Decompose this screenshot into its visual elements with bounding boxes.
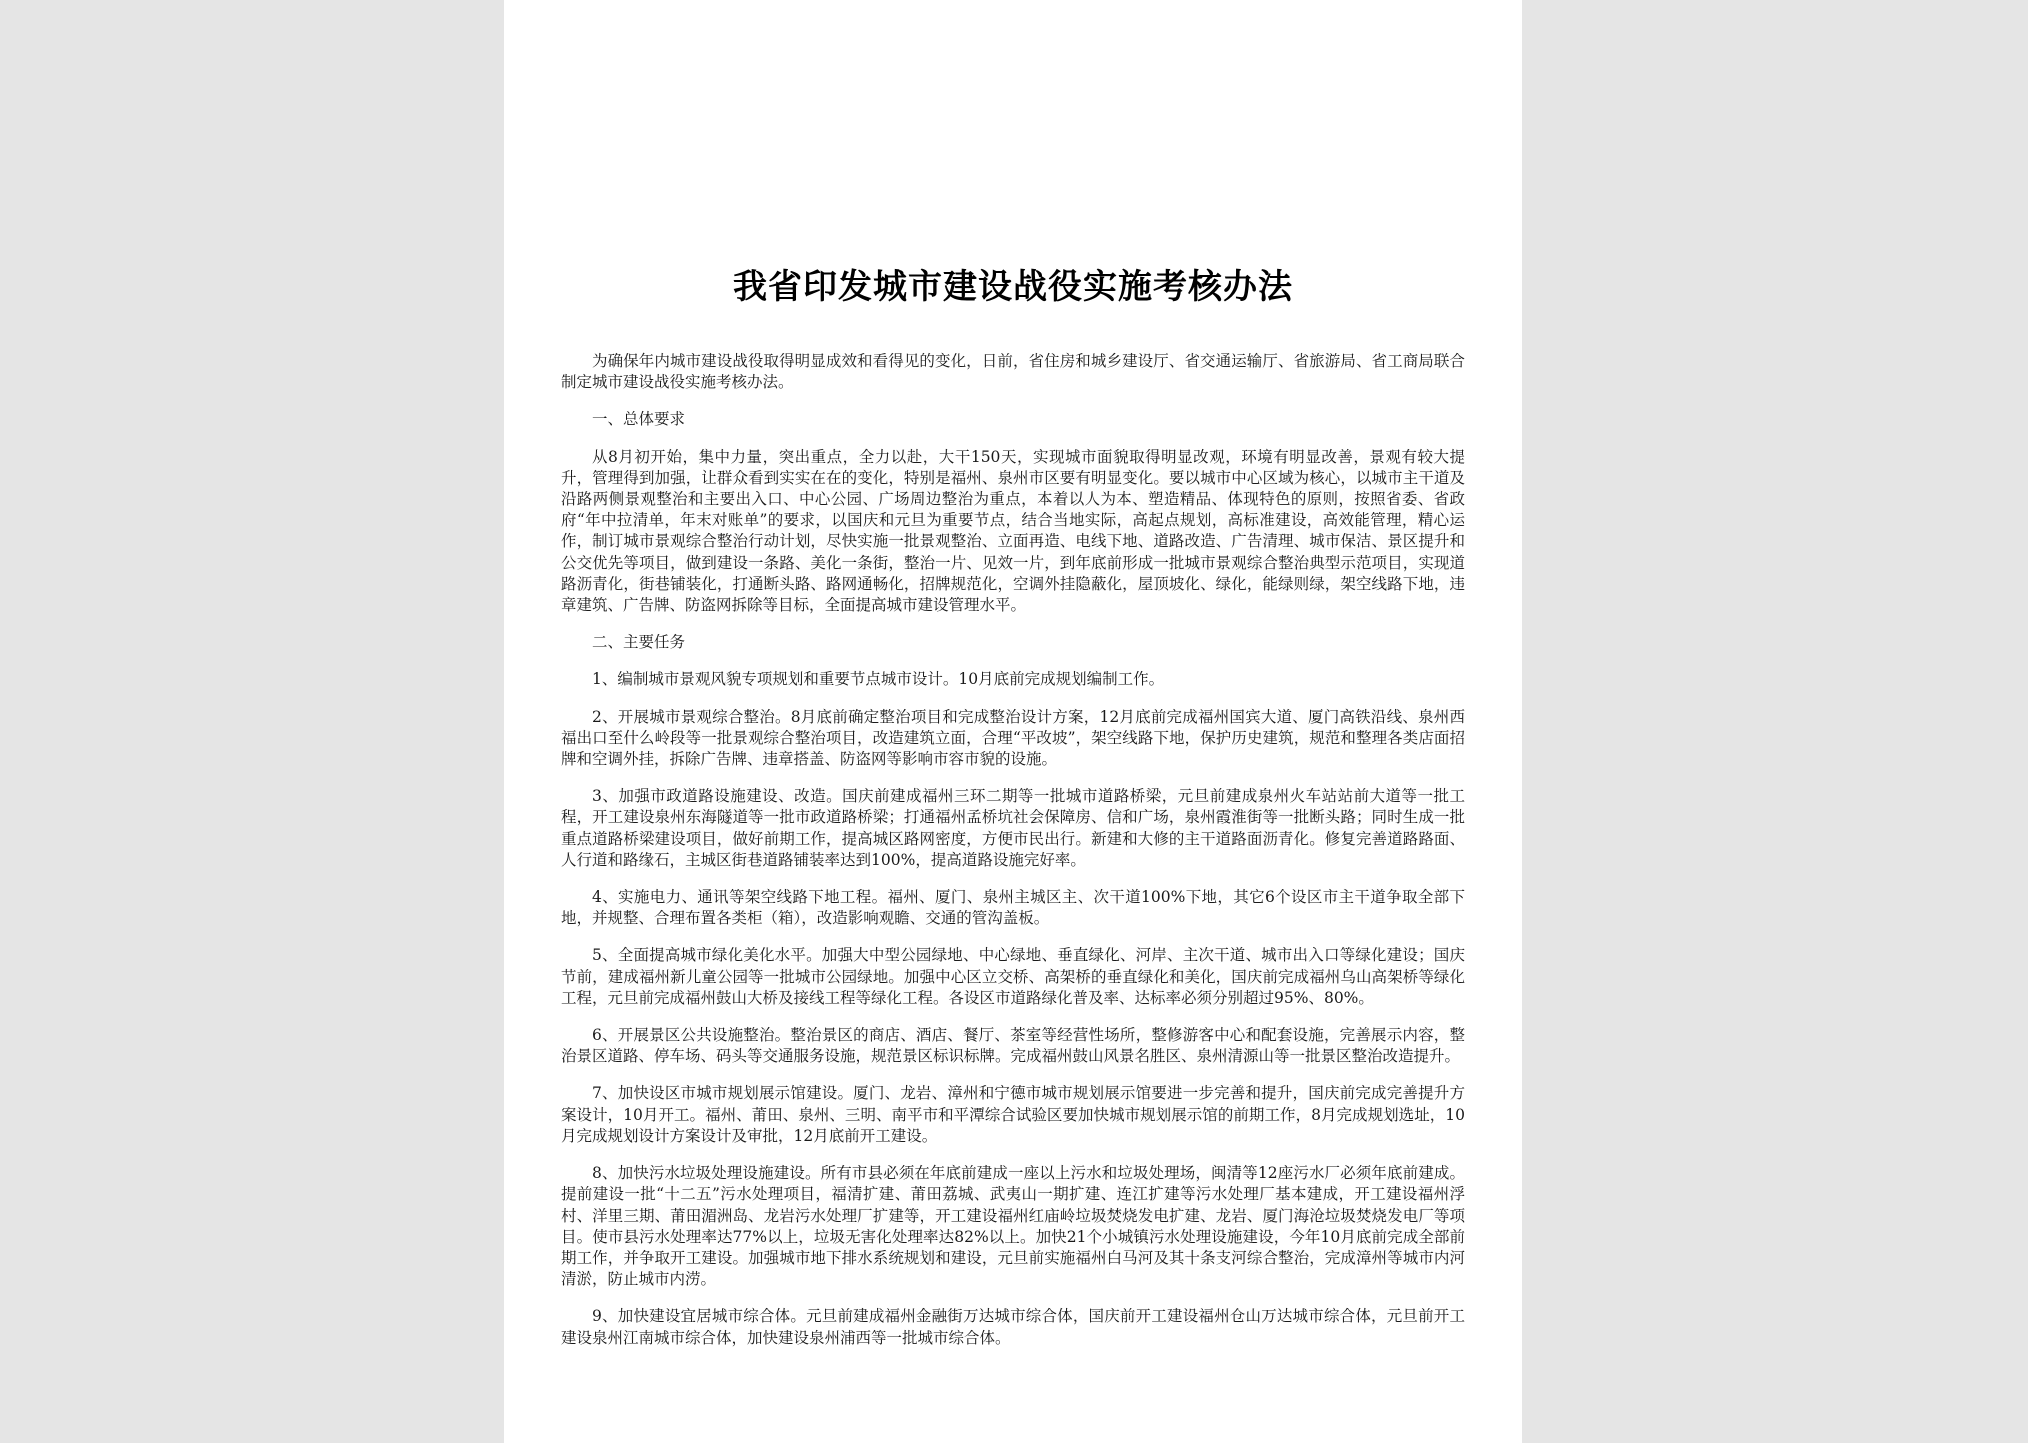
task-item-8: 8、加快污水垃圾处理设施建设。所有市县必须在年底前建成一座以上污水和垃圾处理场，闽清等12座污水厂必须年底前建成。提前建设一批“十二五”污水处理项目，福清扩建、莆田荔城、武夷山一期扩建、连江扩建等污水处理厂基本建成，开工建设福州浮村、洋里三期、莆田湄洲岛、龙岩污水处理厂扩建等，开工建设福州红庙岭垃圾焚烧发电扩建、龙岩、厦门海沧垃圾焚烧发电厂等项目。使市县污水处理率达77%以上，垃圾无害化处理率达82%以上。加快21个小城镇污水处理设施建设，今年10月底前完成全部前期工作，并争取开工建设。加强城市地下排水系统规划和建设，元旦前实施福州白马河及其十条支河综合整治，完成漳州等城市内河清淤，防止城市内涝。 bbox=[561, 1164, 1465, 1289]
intro-paragraph: 为确保年内城市建设战役取得明显成效和看得见的变化，日前，省住房和城乡建设厅、省交通运输厅、省旅游局、省工商局联合制定城市建设战役实施考核办法。 bbox=[561, 352, 1465, 392]
section-heading-main-tasks: 二、主要任务 bbox=[592, 633, 686, 652]
task-item-9: 9、加快建设宜居城市综合体。元旦前建成福州金融街万达城市综合体，国庆前开工建设福州仓山万达城市综合体，元旦前开工建设泉州江南城市综合体，加快建设泉州浦西等一批城市综合体。 bbox=[561, 1307, 1465, 1347]
task-item-4: 4、实施电力、通讯等架空线路下地工程。福州、厦门、泉州主城区主、次干道100%下地，其它6个设区市主干道争取全部下地，并规整、合理布置各类柜（箱），改造影响观瞻、交通的管沟盖板。 bbox=[561, 888, 1465, 928]
task-item-6: 6、开展景区公共设施整治。整治景区的商店、酒店、餐厅、茶室等经营性场所，整修游客中心和配套设施，完善展示内容，整治景区道路、停车场、码头等交通服务设施，规范景区标识标牌。完成福州鼓山风景名胜区、泉州清源山等一批景区整治改造提升。 bbox=[561, 1026, 1465, 1066]
document-page bbox=[504, 0, 1522, 1443]
task-item-7: 7、加快设区市城市规划展示馆建设。厦门、龙岩、漳州和宁德市城市规划展示馆要进一步完善和提升，国庆前完成完善提升方案设计，10月开工。福州、莆田、泉州、三明、南平市和平潭综合试验区要加快城市规划展示馆的前期工作，8月完成规划选址，10月完成规划设计方案设计及审批，12月底前开工建设。 bbox=[561, 1084, 1465, 1145]
document-title: 我省印发城市建设战役实施考核办法 bbox=[733, 267, 1293, 307]
task-item-5: 5、全面提高城市绿化美化水平。加强大中型公园绿地、中心绿地、垂直绿化、河岸、主次干道、城市出入口等绿化建设；国庆节前，建成福州新儿童公园等一批城市公园绿地。加强中心区立交桥、高架桥的垂直绿化和美化，国庆前完成福州乌山高架桥等绿化工程，元旦前完成福州鼓山大桥及接线工程等绿化工程。各设区市道路绿化普及率、达标率必须分别超过95%、80%。 bbox=[561, 946, 1465, 1007]
task-item-3: 3、加强市政道路设施建设、改造。国庆前建成福州三环二期等一批城市道路桥梁，元旦前建成泉州火车站站前大道等一批工程，开工建设泉州东海隧道等一批市政道路桥梁；打通福州孟桥坑社会保障房、信和广场，泉州霞淮街等一批断头路；同时生成一批重点道路桥梁建设项目，做好前期工作，提高城区路网密度，方便市民出行。新建和大修的主干道路面沥青化。修复完善道路路面、人行道和路缘石，主城区街巷道路铺装率达到100%，提高道路设施完好率。 bbox=[561, 787, 1465, 869]
task-item-1: 1、编制城市景观风貌专项规划和重要节点城市设计。10月底前完成规划编制工作。 bbox=[592, 670, 1165, 689]
task-item-2: 2、开展城市景观综合整治。8月底前确定整治项目和完成整治设计方案，12月底前完成福州国宾大道、厦门高铁沿线、泉州西福出口至什么岭段等一批景观综合整治项目，改造建筑立面，合理“平改坡”，架空线路下地，保护历史建筑，规范和整理各类店面招牌和空调外挂，拆除广告牌、违章搭盖、防盗网等影响市容市貌的设施。 bbox=[561, 707, 1465, 769]
general-requirements-paragraph: 从8月初开始，集中力量，突出重点，全力以赴，大干150天，实现城市面貌取得明显改观，环境有明显改善，景观有较大提升，管理得到加强，让群众看到实实在在的变化，特别是福州、泉州市区要有明显变化。要以城市中心区域为核心，以城市主干道及沿路两侧景观整治和主要出入口、中心公园、广场周边整治为重点，本着以人为本、塑造精品、体现特色的原则，按照省委、省政府“年中拉清单，年末对账单”的要求，以国庆和元旦为重要节点，结合当地实际，高起点规划，高标准建设，高效能管理，精心运作，制订城市景观综合整治行动计划，尽快实施一批景观整治、立面再造、电线下地、道路改造、广告清理、城市保洁、景区提升和公交优先等项目，做到建设一条路、美化一条街，整治一片、见效一片，到年底前形成一批城市景观综合整治典型示范项目，实现道路沥青化，街巷铺装化，打通断头路、路网通畅化，招牌规范化，空调外挂隐蔽化，屋顶坡化、绿化，能绿则绿，架空线路下地，违章建筑、广告牌、防盗网拆除等目标，全面提高城市建设管理水平。 bbox=[561, 447, 1465, 615]
section-heading-general-requirements: 一、总体要求 bbox=[592, 410, 686, 429]
